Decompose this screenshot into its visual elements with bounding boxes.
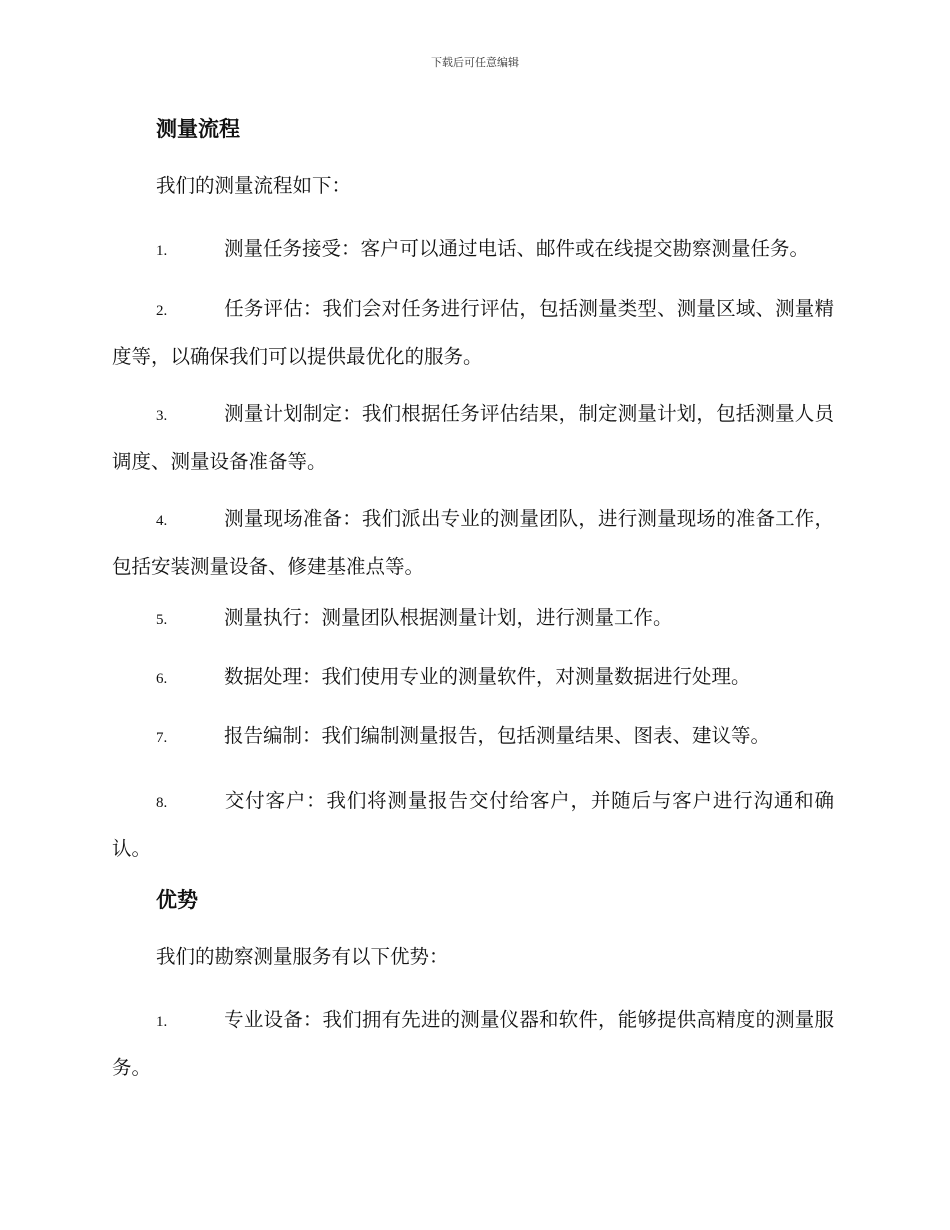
section-heading-process: 测量流程: [156, 117, 240, 141]
list-item-number: 1.: [156, 243, 168, 259]
list-item-number: 7.: [156, 730, 168, 746]
list-item-text: 测量任务接受：客户可以通过电话、邮件或在线提交勘察测量任务。: [224, 237, 810, 260]
list-item-number: 3.: [156, 408, 168, 424]
list-item-text: 测量执行：测量团队根据测量计划，进行测量工作。: [224, 606, 673, 629]
section-intro-advantages: 我们的勘察测量服务有以下优势：: [156, 945, 449, 968]
list-item-text: 数据处理：我们使用专业的测量软件，对测量数据进行处理。: [224, 665, 751, 688]
list-item-text: 测量现场准备：我们派出专业的测量团队，进行测量现场的准备工作，包括安装测量设备、修建基准点等。: [112, 507, 834, 578]
section-intro-process: 我们的测量流程如下：: [156, 174, 352, 197]
list-item-number: 6.: [156, 671, 168, 687]
list-item-text: 专业设备：我们拥有先进的测量仪器和软件，能够提供高精度的测量服务。: [112, 1008, 834, 1079]
list-item-text: 交付客户：我们将测量报告交付给客户，并随后与客户进行沟通和确认。: [112, 789, 834, 860]
section-heading-advantages: 优势: [156, 888, 198, 912]
list-item-number: 8.: [156, 795, 168, 811]
list-item-text: 任务评估：我们会对任务进行评估，包括测量类型、测量区域、测量精度等，以确保我们可以提供最优化的服务。: [112, 297, 834, 368]
list-item: [112, 286, 834, 379]
list-item-number: 1.: [156, 1014, 168, 1030]
list-item-number: 5.: [156, 612, 168, 628]
list-item: [112, 997, 834, 1090]
list-item: [112, 391, 834, 484]
list-item: [112, 601, 834, 637]
list-item: [112, 496, 834, 589]
list-item: [112, 778, 834, 871]
list-item: [112, 719, 834, 755]
list-item: [112, 660, 834, 696]
page-header-note: 下载后可任意编辑: [431, 56, 519, 69]
list-item: [112, 226, 834, 274]
document-body: [112, 112, 834, 1102]
list-item-number: 4.: [156, 513, 168, 529]
list-item-text: 测量计划制定：我们根据任务评估结果，制定测量计划，包括测量人员调度、测量设备准备等。: [112, 402, 834, 473]
list-item-number: 2.: [156, 303, 168, 319]
list-item-text: 报告编制：我们编制测量报告，包括测量结果、图表、建议等。: [224, 724, 771, 747]
